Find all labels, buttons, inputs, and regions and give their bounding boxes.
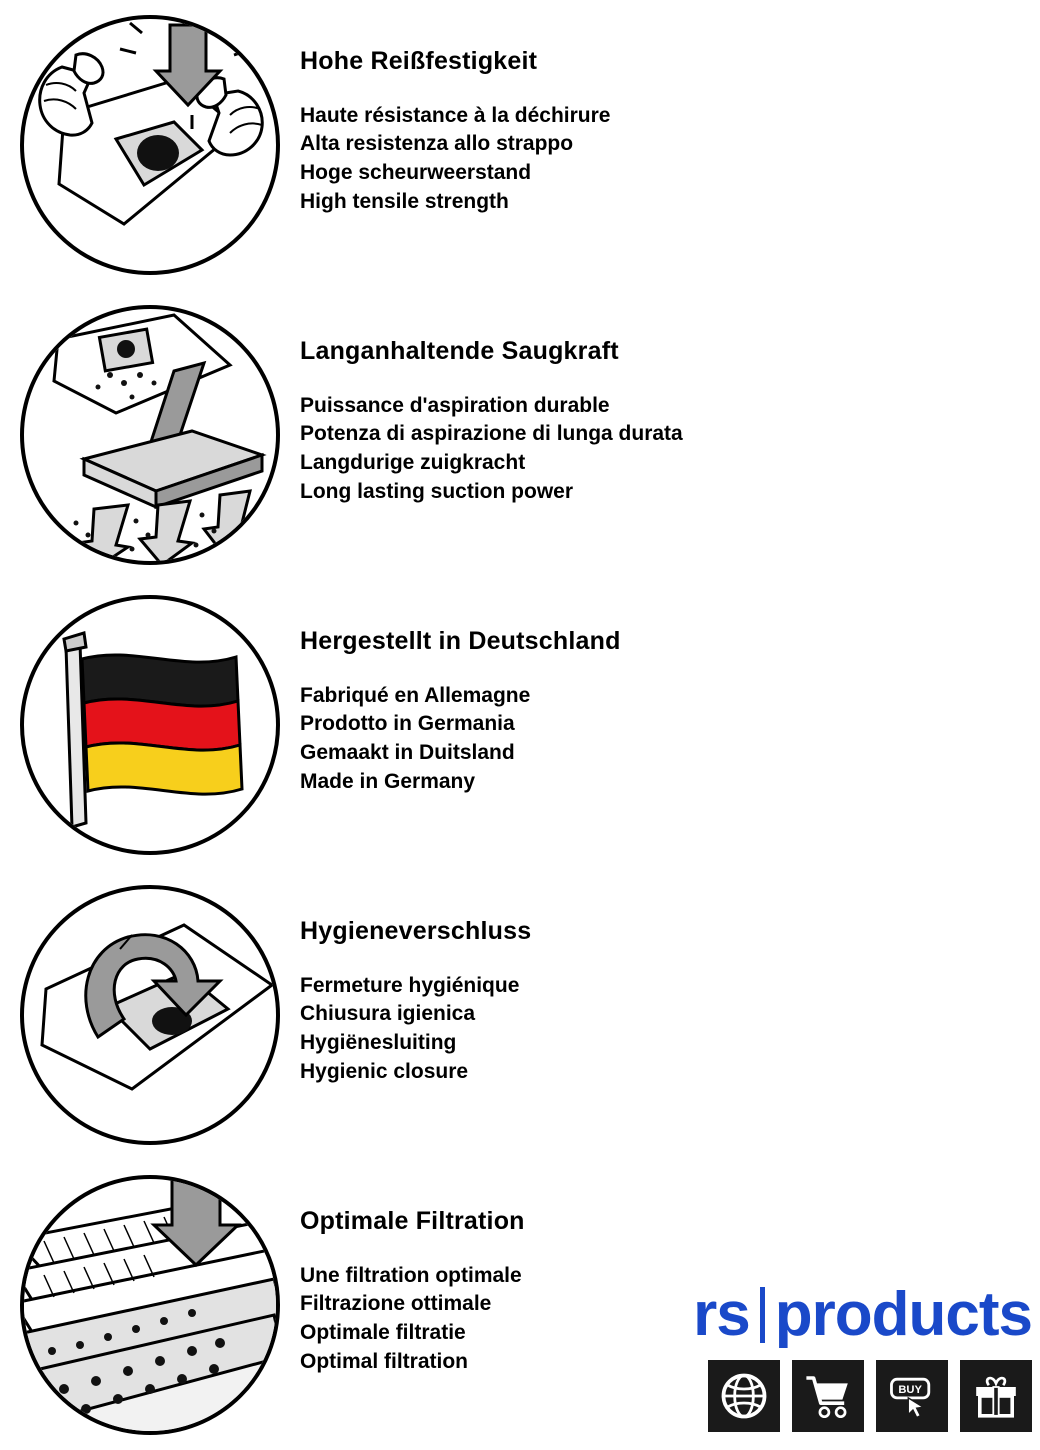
hands-tearing-dust-bag-icon [20,15,280,275]
feature-title: Hohe Reißfestigkeit [300,47,538,75]
feature-icon-wrap [0,1160,300,1450]
feature-icon-wrap [0,0,300,290]
feature-translation: Haute résistance à la déchirure [300,103,611,127]
feature-row [0,870,1040,1160]
feature-translation: Prodotto in Germania [300,712,515,736]
feature-texts [300,870,1040,1087]
feature-icon-wrap [0,580,300,870]
buy-badge-label: BUY [898,1384,922,1397]
globe-icon[interactable] [708,1360,780,1432]
feature-translation: High tensile strength [300,190,509,214]
german-flag-icon [20,595,280,855]
brand-wordmark [652,1280,1032,1349]
feature-translation: Made in Germany [300,770,476,794]
multilayer-filtration-icon [20,1175,280,1435]
feature-icon-wrap [0,870,300,1160]
feature-translation: Hygienic closure [300,1060,469,1084]
feature-translation: Potenza di aspirazione di lunga durata [300,422,683,446]
feature-translation: Chiusura igienica [300,1002,476,1026]
feature-row [0,0,1040,290]
feature-translation: Une filtration optimale [300,1263,522,1287]
buy-button-icon[interactable] [876,1360,948,1432]
brand-logo-block [652,1280,1032,1432]
feature-translation: Hygiënesluiting [300,1031,457,1055]
feature-translation: Puissance d'aspiration durable [300,393,610,417]
feature-icon-wrap [0,290,300,580]
gift-box-icon[interactable] [960,1360,1032,1432]
feature-translation: Optimale filtratie [300,1321,466,1345]
feature-translation: Fermeture hygiénique [300,973,520,997]
feature-translation: Long lasting suction power [300,480,573,504]
feature-texts [300,0,1040,217]
feature-translation: Alta resistenza allo strappo [300,132,574,156]
feature-title: Optimale Filtration [300,1207,525,1235]
vacuum-nozzle-suction-icon [20,305,280,565]
feature-title: Hergestellt in Deutschland [300,627,621,655]
feature-title: Hygieneverschluss [300,917,532,945]
hygiene-closure-arrow-icon [20,885,280,1145]
feature-texts [300,580,1040,797]
brand-badge-row [652,1360,1032,1432]
feature-row [0,580,1040,870]
feature-texts [300,290,1040,507]
shopping-cart-icon[interactable] [792,1360,864,1432]
brand-name-part1: rs [693,1280,750,1349]
feature-row [0,290,1040,580]
feature-translation: Hoge scheurweerstand [300,161,532,185]
feature-translation: Optimal filtration [300,1350,468,1374]
feature-translation: Fabriqué en Allemagne [300,683,531,707]
feature-title: Langanhaltende Saugkraft [300,337,619,365]
brand-name-part2: products [774,1280,1032,1349]
feature-translation: Langdurige zuigkracht [300,451,526,475]
feature-translation: Filtrazione ottimale [300,1292,492,1316]
feature-translation: Gemaakt in Duitsland [300,741,515,765]
brand-divider-bar [760,1287,765,1343]
